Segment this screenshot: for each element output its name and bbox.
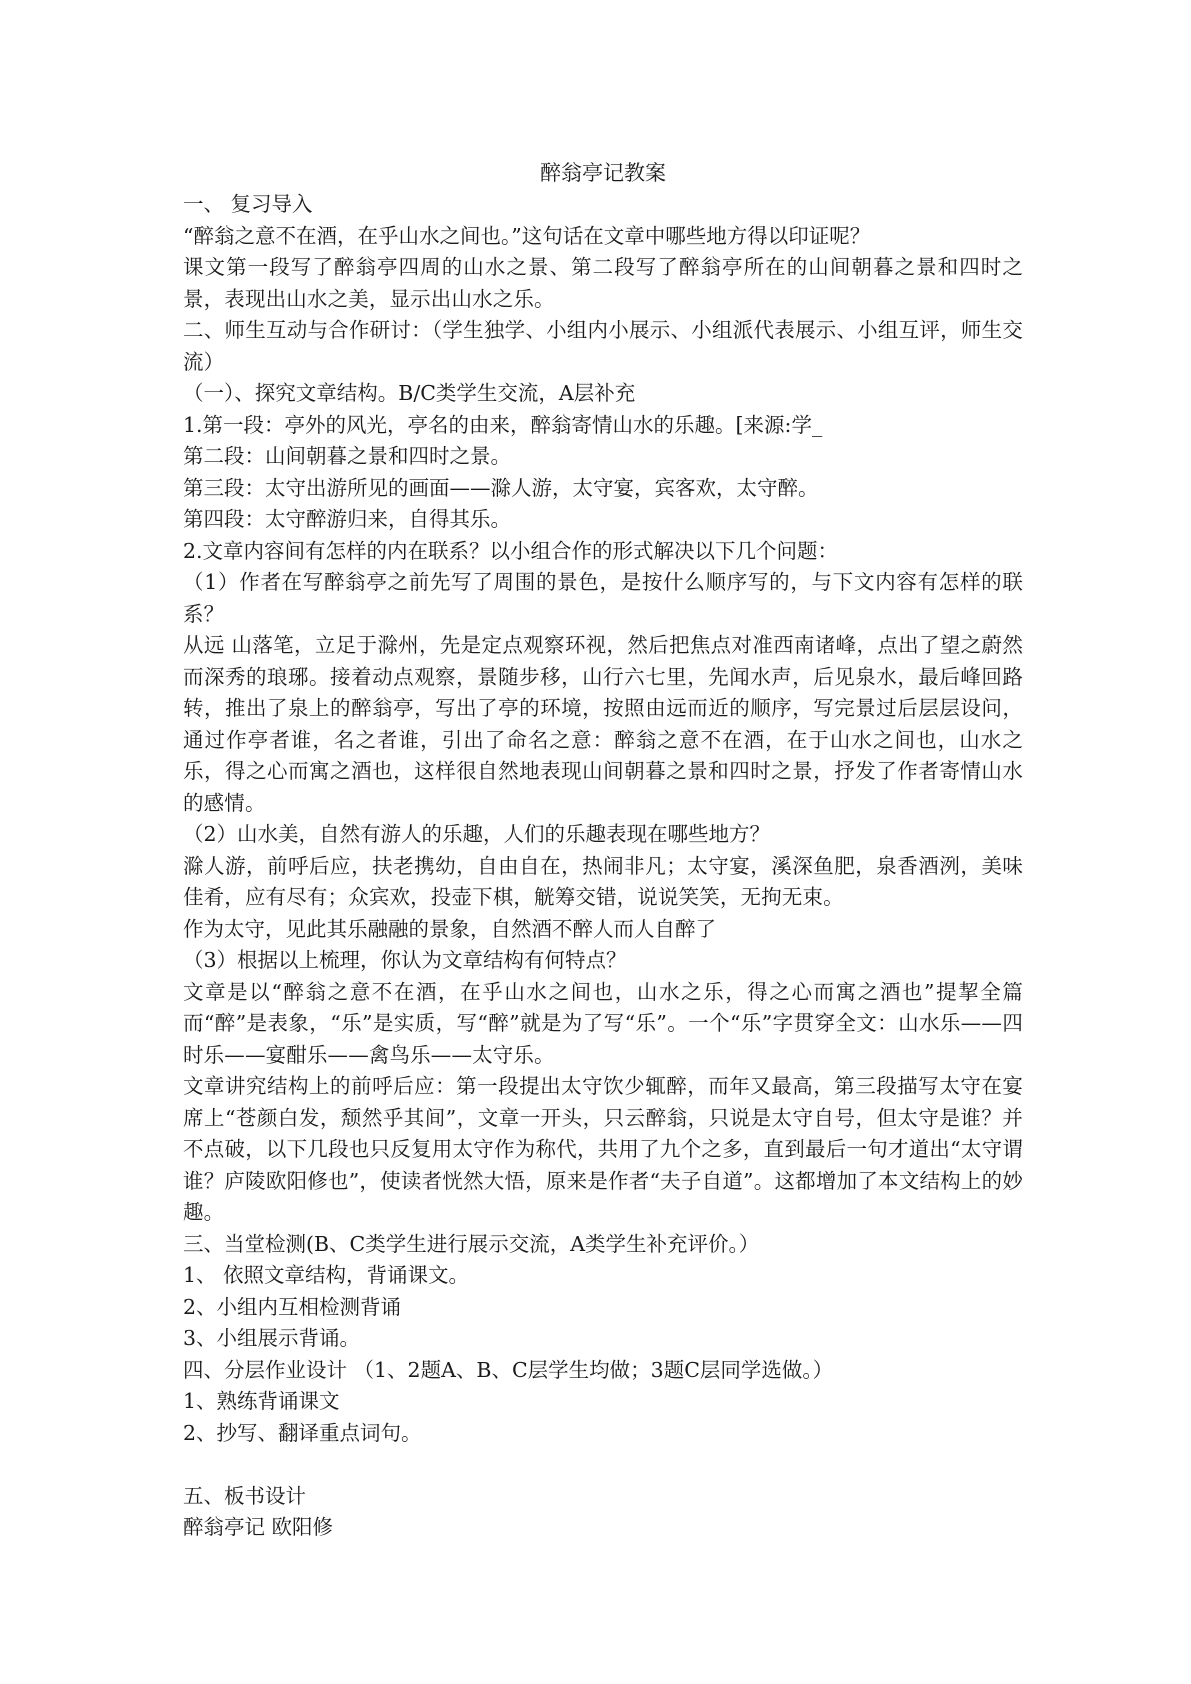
- document-page: [183, 157, 1023, 1544]
- question-3: （3）根据以上梳理，你认为文章结构有何特点？: [183, 948, 627, 972]
- section-1-answer: 课文第一段写了醉翁亭四周的山水之景、第二段写了醉翁亭所在的山间朝暮之景和四时之景，表现出山水之美，显示出山水之乐。: [183, 255, 1023, 311]
- section-3-item-3: 3、小组展示背诵。: [183, 1326, 361, 1350]
- blank-line: [183, 1449, 1023, 1481]
- answer-2-conclusion: 作为太守，见此其乐融融的景象，自然酒不醉人而人自醉了: [183, 916, 716, 941]
- section-1-question: “醉翁之意不在酒，在乎山水之间也。”这句话在文章中哪些地方得以印证呢？: [183, 223, 871, 248]
- board-design-content: 醉翁亭记 欧阳修: [183, 1515, 334, 1539]
- section-4-item-1: 1、熟练背诵课文: [183, 1389, 340, 1413]
- section-3-heading: 三、当堂检测(B、C类学生进行展示交流，A类学生补充评价。）: [183, 1231, 760, 1256]
- question-2: （2）山水美，自然有游人的乐趣，人们的乐趣表现在哪些地方？: [183, 822, 771, 846]
- answer-3: 文章是以“醉翁之意不在酒，在乎山水之间也，山水之乐，得之心而寓之酒也”提挈全篇而“醉”是表象，“乐”是实质，写“醉”就是为了写“乐”。一个“乐”字贯穿全文：山水乐——四时乐——宴酣乐——禽鸟乐——太守乐。: [183, 979, 1023, 1067]
- answer-1: 从远 山落笔，立足于滁州，先是定点观察环视，然后把焦点对准西南诸峰，点出了望之蔚然而深秀的琅琊。接着动点观察，景随步移，山行六七里，先闻水声，后见泉水，最后峰回路转，推出了泉上的醉翁亭，写出了亭的环境，按照由远而近的顺序，写完景过后层层设问，通过作亭者谁，名之者谁，引出了命名之意：醉翁之意不在酒，在于山水之间也，山水之乐，得之心而寓之酒也，这样很自然地表现山间朝暮之景和四时之景，抒发了作者寄情山水的感情。: [183, 633, 1023, 815]
- section-3-item-2: 2、小组内互相检测背诵: [183, 1294, 402, 1319]
- segment-3-summary: 第三段：太守出游所见的画面——滁人游，太守宴，宾客欢，太守醉。: [183, 475, 819, 500]
- question-intro: 2.文章内容间有怎样的内在联系？以小组合作的形式解决以下几个问题：: [183, 538, 839, 563]
- section-4-item-2: 2、抄写、翻译重点词句。: [183, 1420, 422, 1445]
- segment-2-summary: 第二段：山间朝暮之景和四时之景。: [183, 444, 511, 468]
- section-5-heading: 五、板书设计: [183, 1483, 306, 1508]
- section-3-item-1: 1、 依照文章结构，背诵课文。: [183, 1263, 470, 1287]
- document-title: 醉翁亭记教案: [540, 161, 666, 185]
- segment-4-summary: 第四段：太守醉游归来，自得其乐。: [183, 507, 511, 531]
- answer-2: 滁人游，前呼后应，扶老携幼，自由自在，热闹非凡；太守宴，溪深鱼肥，泉香酒洌，美味佳肴，应有尽有；众宾欢，投壶下棋，觥筹交错，说说笑笑，无拘无束。: [183, 853, 1023, 909]
- section-2-heading: 二、师生互动与合作研讨：（学生独学、小组内小展示、小组派代表展示、小组互评，师生交流）: [183, 318, 1023, 374]
- section-4-heading: 四、分层作业设计 （1、2题A、B、C层学生均做；3题C层同学选做。）: [183, 1357, 834, 1382]
- section-1-heading: 一、 复习导入: [183, 192, 313, 216]
- segment-1-summary: 1.第一段：亭外的风光，亭名的由来，醉翁寄情山水的乐趣。[来源:学_: [183, 412, 823, 437]
- question-1: （1）作者在写醉翁亭之前先写了周围的景色，是按什么顺序写的，与下文内容有怎样的联系？: [183, 570, 1023, 626]
- section-2-part-1: （一）、探究文章结构。B/C类学生交流，A层补充: [183, 381, 636, 405]
- answer-3-structure: 文章讲究结构上的前呼后应：第一段提出太守饮少辄醉，而年又最高，第三段描写太守在宴席上“苍颜白发，颓然乎其间”，文章一开头，只云醉翁，只说是太守自号，但太守是谁？并不点破，以下几段也只反复用太守作为称代，共用了九个之多，直到最后一句才道出“太守谓谁？庐陵欧阳修也”，使读者恍然大悟，原来是作者“夫子自道”。这都增加了本文结构上的妙趣。: [183, 1074, 1023, 1224]
